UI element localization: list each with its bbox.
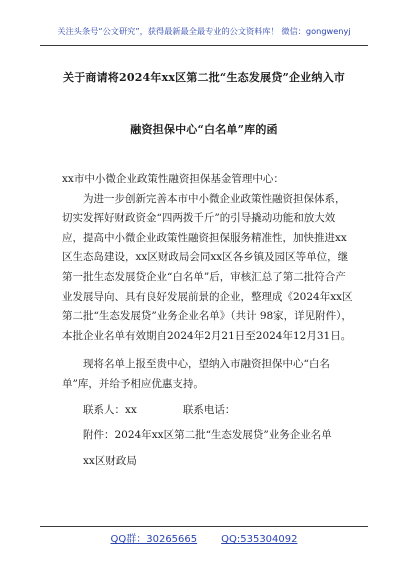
document-title-line1: 关于商请将2024年xx区第二批“生态发展贷”企业纳入市 bbox=[63, 71, 345, 84]
salutation: xx市中小微企业政策性融资担保基金管理中心： bbox=[62, 173, 284, 185]
document-title-line2: 融资担保中心“白名单”库的函 bbox=[130, 123, 278, 136]
document-body bbox=[62, 170, 354, 471]
contact-person: 联系人：xx bbox=[83, 403, 137, 416]
footer-qq-group: QQ群：30265665 bbox=[110, 534, 198, 545]
footer bbox=[0, 530, 408, 545]
header-divider bbox=[40, 45, 368, 46]
footer-qq: QQ:535304092 bbox=[221, 534, 298, 545]
contact-row bbox=[62, 401, 354, 421]
header-banner: 关注头条号“公文研究”，获得最新最全最专业的公文资料库！ 微信：gongwenyj bbox=[57, 26, 351, 36]
footer-divider bbox=[40, 526, 368, 527]
contact-phone: 联系电话： bbox=[182, 403, 236, 416]
attachment-note: 附件：2024年xx区第二批“生态发展贷”业务企业名单 bbox=[83, 429, 332, 442]
signature: xx区财政局 bbox=[83, 454, 137, 467]
body-paragraph-1: 为进一步创新完善本市中小微企业政策性融资担保体系，切实发挥好财政资金“四两拨千斤”的引导撬动功能和放大效应，提高中小微企业政策性融资担保服务精准性，加快推进xx区生态岛建设，xx区财政局会同xx区各乡镇及园区等单位，继第一批生态发展贷企业“白名单”后，审核汇总了第二批符合产业发展导向、具有良好发展前景的企业，整理成《2024年xx区第二批“生态发展贷”业务企业名单》（共计 98家，详见附件），本批企业名单有效期自2024年2月21日至2024年12月31日。 bbox=[62, 192, 353, 342]
body-paragraph-2: 现将名单上报至贵中心，望纳入市融资担保中心“白名单”库，并给予相应优惠支持。 bbox=[62, 358, 330, 390]
